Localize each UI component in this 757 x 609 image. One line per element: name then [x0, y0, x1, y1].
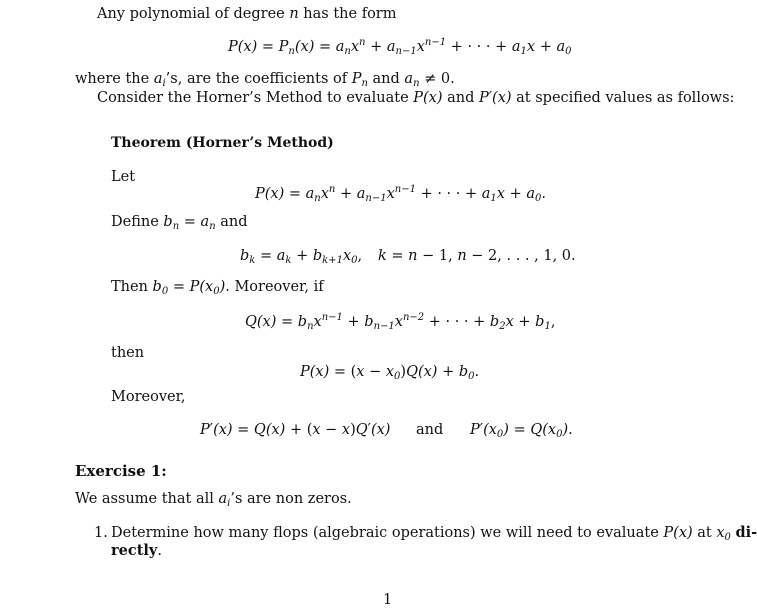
exercise-item-number: 1. [94, 525, 108, 541]
theorem-and: and [416, 422, 444, 438]
theorem-let: Let [111, 169, 136, 185]
theorem-title: Theorem (Horner’s Method) [111, 135, 334, 151]
page-number: 1 [383, 592, 393, 608]
theorem-then1: Then $b_0 = P(x_0)$. Moreover, if [111, 279, 324, 297]
theorem-then2: then [111, 345, 145, 361]
theorem-define: Define $b_n = a_n$ and [111, 214, 248, 232]
exercise-item-text-line2: rectly. [111, 542, 162, 559]
theorem-eq2a: $b_k = a_k + b_{k+1}x_0$, [240, 248, 363, 266]
intro-line-consider: Consider the Horner’s Method to evaluate P(x) and P′(x) at specified values as follows: [97, 90, 735, 106]
theorem-eq5a: P′(x) = Q(x) + (x − x)Q′(x) [200, 422, 391, 438]
exercise-title: Exercise 1: [75, 462, 167, 480]
theorem-eq4: $P(x) = (x - x_0)Q(x) + b_0$. [300, 364, 480, 382]
theorem-eq2b: k = n − 1, n − 2, . . . , 1, 0. [378, 248, 576, 264]
theorem-eq5b: $P'(x_0) = Q(x_0)$. [470, 422, 573, 440]
intro-line-where: where the $a_i’s$, are the coefficients of $P_n$ and $a_n \ne 0$. [75, 71, 455, 89]
exercise-assume: We assume that all $a_i’s$ are non zeros. [75, 491, 352, 509]
polynomial-equation: $P(x) = P_n(x) = a_nx^n + a_{n-1}x^{n-1}$ + · · · + $a_1x + a_0$ [228, 37, 572, 57]
theorem-eq1: $P(x) = a_nx^n + a_{n-1}x^{n-1}$ + · · · + $a_1x + a_0$. [255, 184, 546, 204]
theorem-moreover: Moreover, [111, 389, 186, 405]
intro-line-1: Any polynomial of degree n has the form [97, 6, 397, 22]
theorem-eq3: $Q(x) = b_nx^{n-1} + b_{n-1}x^{n-2}$ + · · · + $b_2x + b_1$, [245, 312, 556, 332]
exercise-item-text-line1: Determine how many flops (algebraic operations) we will need to evaluate P(x) at $x_0$ di- [111, 524, 757, 543]
